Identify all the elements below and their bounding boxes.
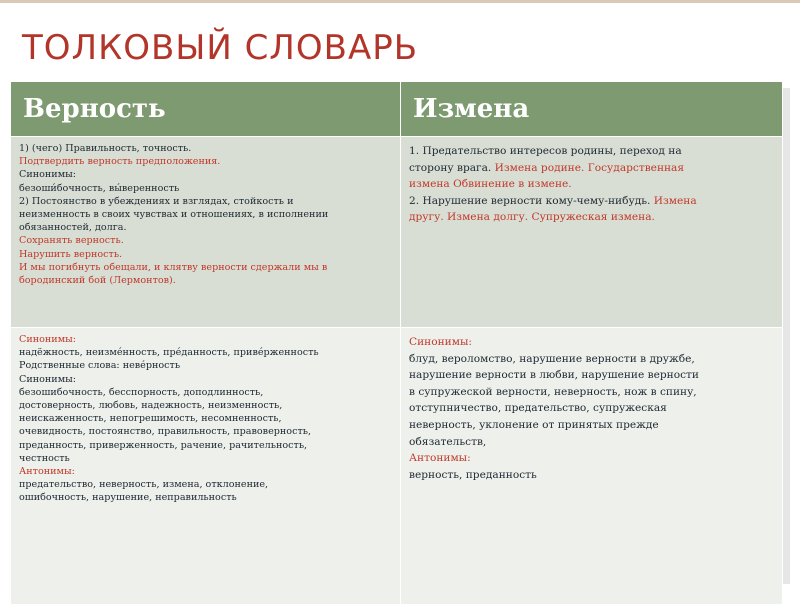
example-line: Подтвердить верность предположения. <box>19 156 221 168</box>
text-line: безоши́бочность, вы́веренность <box>19 182 180 194</box>
text-line: очевидность, постоянство, правильность, правоверность, <box>19 426 312 438</box>
text-line: блуд, вероломство, нарушение верности в дружбе, <box>409 352 695 365</box>
section-label: Антонимы: <box>409 452 471 465</box>
text-line: достоверность, любовь, надежность, неизменность, <box>19 400 283 412</box>
text-line: отступничество, предательство, супружеская <box>409 402 667 415</box>
text-line: обязанностей, долга. <box>19 222 127 234</box>
example-segment: измена Обвинение в измене. <box>409 178 572 191</box>
cell-vernost-synonyms <box>11 328 401 605</box>
table-row-definitions <box>11 137 783 328</box>
text-line: обязательств, <box>409 435 487 448</box>
cell-izmena-definition <box>401 137 783 328</box>
example-segment: Измена родине. Государственная <box>494 161 685 174</box>
text-line: неискаженность, непогрешимость, несомненность, <box>19 413 282 425</box>
text-segment: 1. Предательство интересов родины, переход на <box>409 145 682 157</box>
text-line <box>409 160 774 177</box>
section-label: Антонимы: <box>19 466 75 478</box>
text-line <box>409 193 774 210</box>
text-segment: 2. Нарушение верности кому-чему-нибудь. <box>409 194 654 207</box>
section-label: Синонимы: <box>19 334 77 345</box>
text-line: ошибочность, нарушение, неправильность <box>19 492 237 504</box>
text-line: честность <box>19 452 70 464</box>
example-segment: другу. Измена долгу. Супружеская измена. <box>409 211 655 224</box>
text-line <box>409 143 774 160</box>
cell-izmena-synonyms <box>401 328 783 605</box>
slide-title: ТОЛКОВЫЙ СЛОВАРЬ <box>22 28 419 68</box>
text-line: преданность, приверженность, рачение, рачительность, <box>19 439 308 451</box>
text-line: 2) Постоянство в убеждениях и взглядах, стойкость и <box>19 195 294 207</box>
text-line <box>409 209 774 226</box>
table-row-synonyms <box>11 328 783 605</box>
top-rule <box>0 0 800 3</box>
example-segment: Измена <box>653 194 697 207</box>
text-line <box>409 176 774 193</box>
header-row <box>11 82 783 137</box>
text-line: Синонимы: <box>19 169 77 181</box>
text-line: безошибочность, бесспорность, доподлинность, <box>19 386 264 398</box>
text-line: предательство, неверность, измена, отклонение, <box>19 479 269 491</box>
text-line: надёжность, неизме́нность, пре́данность, приве́рженность <box>19 347 319 359</box>
text-line: Синонимы: <box>19 373 77 385</box>
dictionary-table <box>10 81 783 605</box>
section-label: Синонимы: <box>409 336 472 348</box>
text-line: неизменность в своих чувствах и отношениях, в исполнении <box>19 209 329 221</box>
example-line: бородинский бой (Лермонтов). <box>19 275 176 287</box>
example-line: Сохранять верность. <box>19 235 124 247</box>
example-line: И мы погибнуть обещали, и клятву верности сдержали мы в <box>19 261 328 273</box>
cell-vernost-definition <box>11 137 401 328</box>
text-line: неверность, уклонение от принятых прежде <box>409 418 659 431</box>
text-line: Родственные слова: неве́рность <box>19 360 181 372</box>
example-line: Нарушить верность. <box>19 248 123 260</box>
text-line: 1) (чего) Правильность, точность. <box>19 143 192 154</box>
text-line: верность, преданность <box>409 468 537 481</box>
header-vernost: Верность <box>11 82 401 137</box>
text-line: в супружеской верности, неверность, нож в спину, <box>409 385 697 398</box>
header-izmena: Измена <box>401 82 783 137</box>
text-line: нарушение верности в любви, нарушение верности <box>409 369 699 382</box>
text-segment: сторону врага. <box>409 161 495 174</box>
